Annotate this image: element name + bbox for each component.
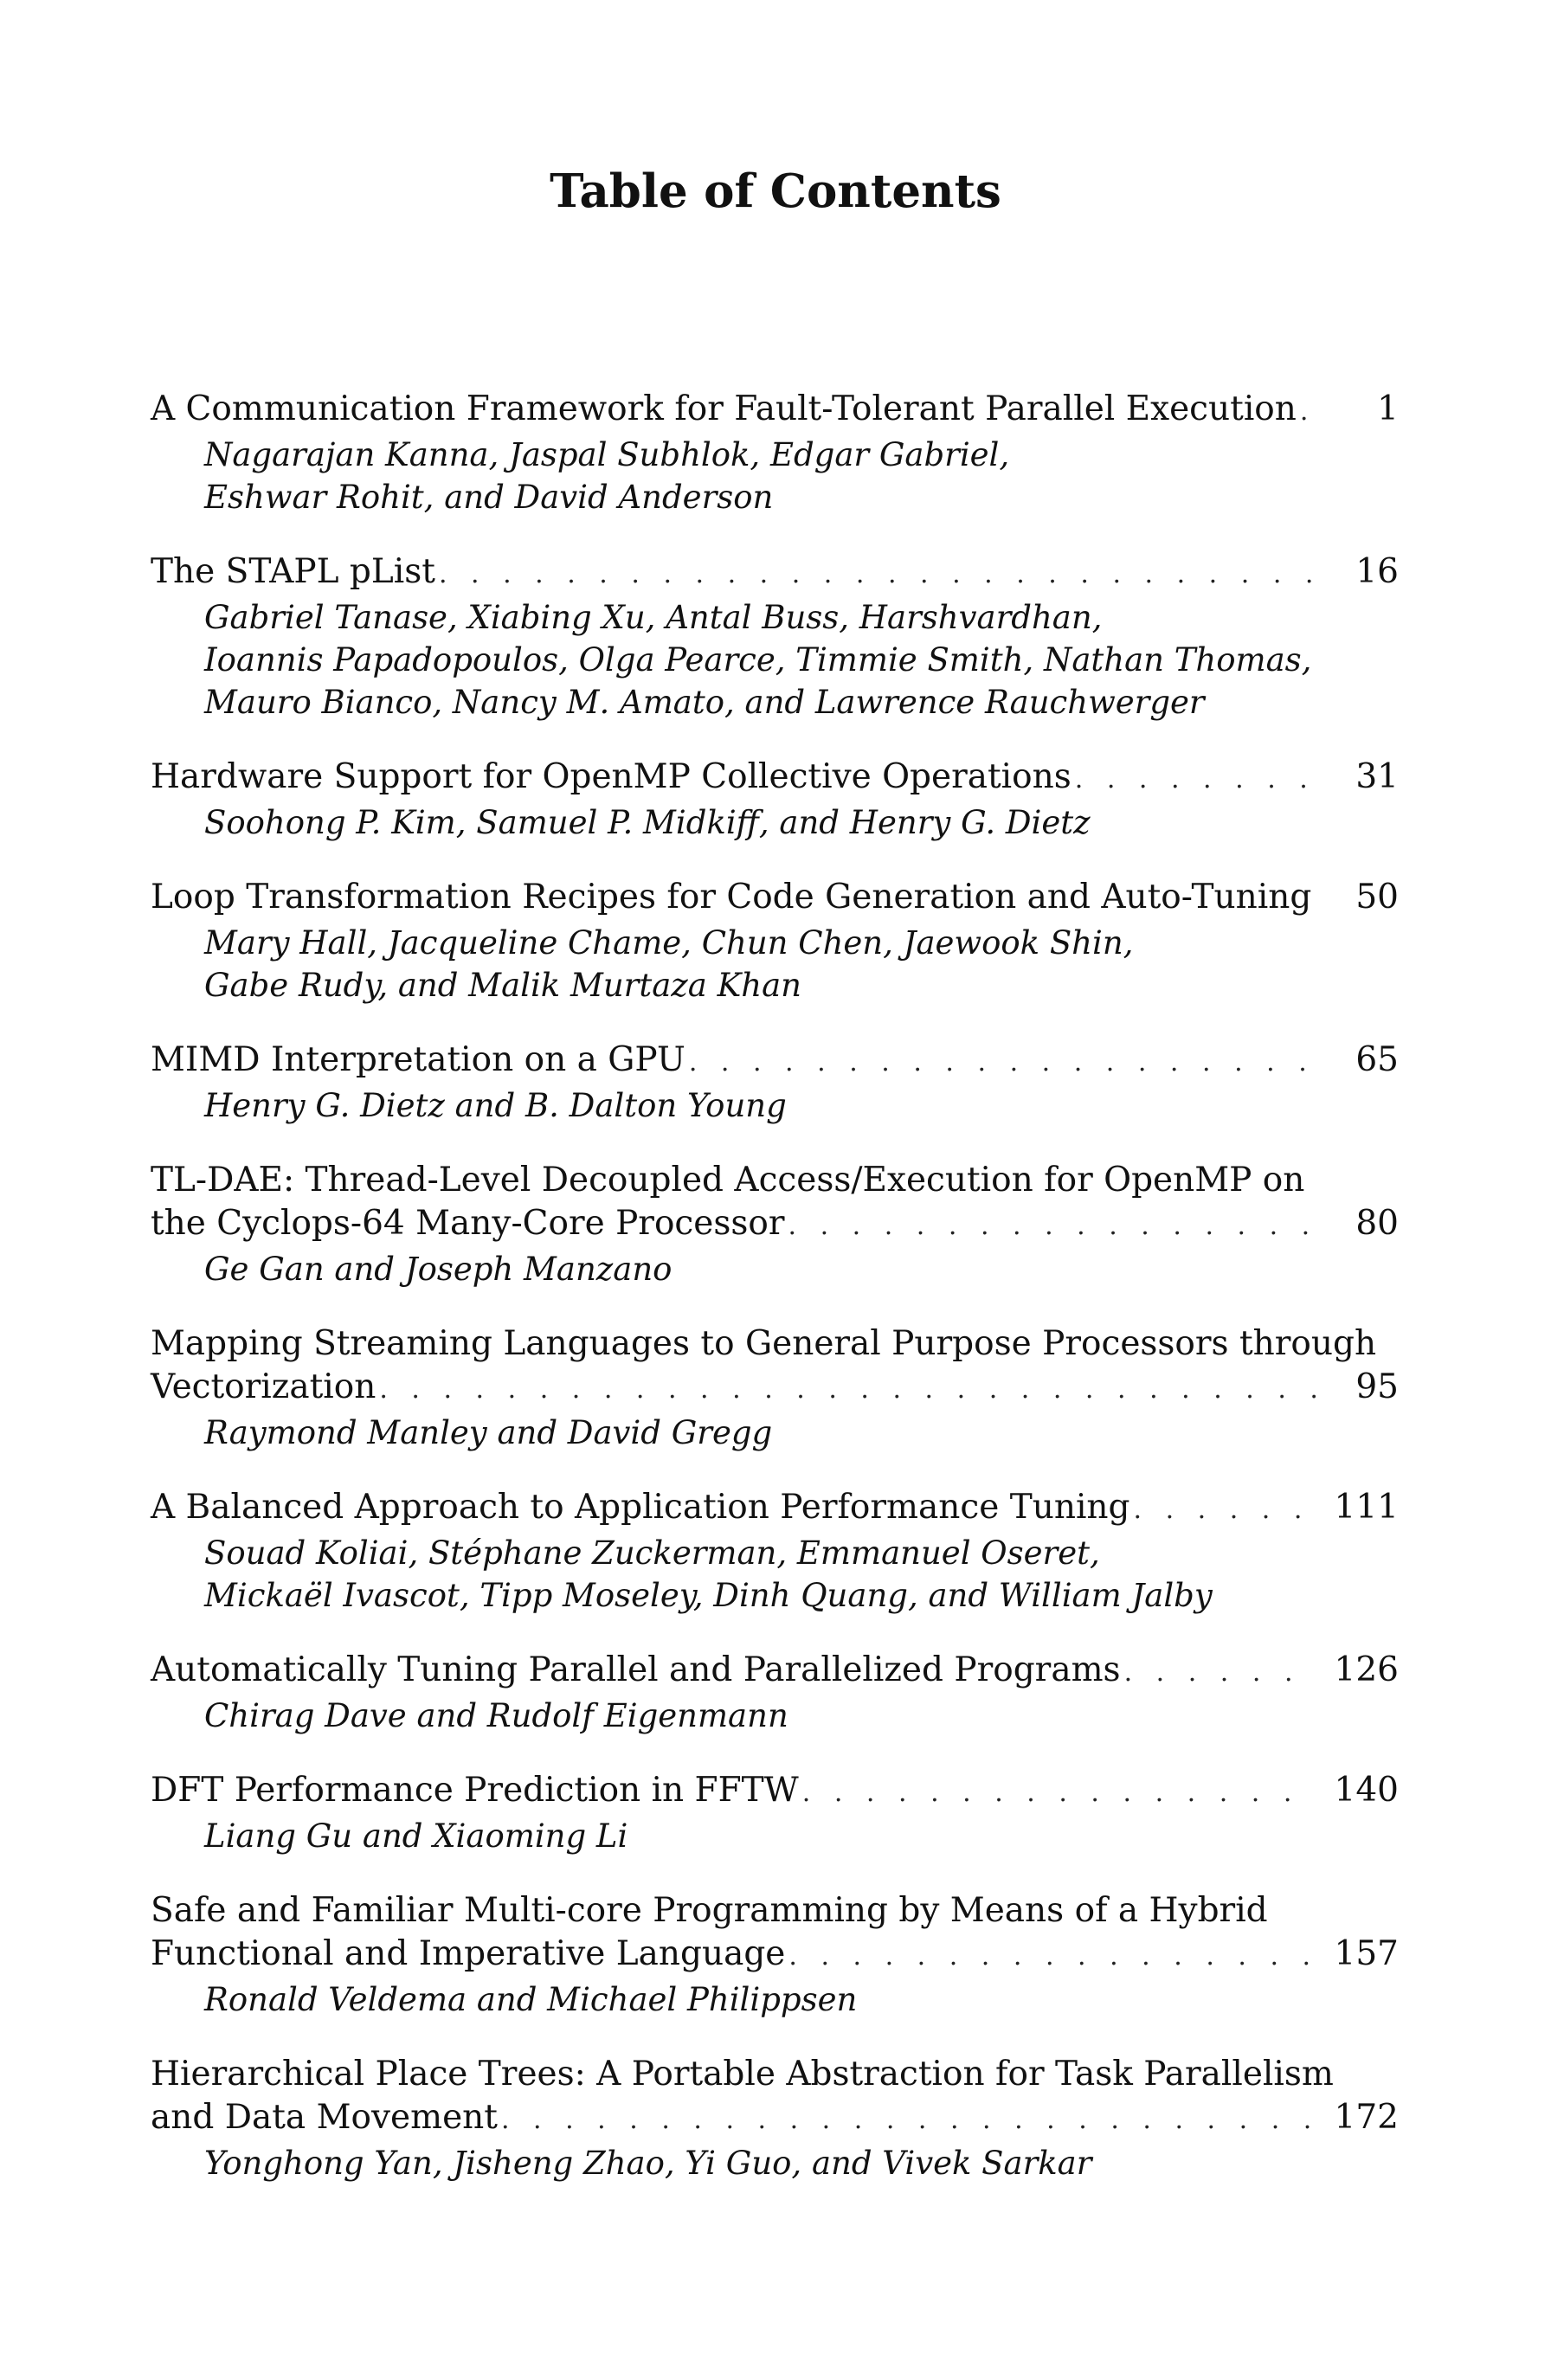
- toc-entry-title-line: [151, 550, 1399, 596]
- toc-entry-title[interactable]: A Communication Framework for Fault-Tolerant Parallel Execution: [151, 389, 1297, 428]
- toc-entry-page-number[interactable]: 50: [1355, 878, 1399, 917]
- toc-entry: [151, 1159, 1399, 1290]
- toc-entry: [151, 2053, 1399, 2184]
- toc-entry-page-number[interactable]: 140: [1334, 1771, 1399, 1810]
- dot-leader: [501, 2099, 1316, 2142]
- toc-entry-title-line: [151, 2053, 1399, 2096]
- toc-entry-authors: Nagarajan Kanna, Jaspal Subhlok, Edgar Gabriel,: [204, 436, 1010, 473]
- toc-entry: [151, 550, 1399, 724]
- toc-entry-authors: Mary Hall, Jacqueline Chame, Chun Chen, Jaewook Shin,: [204, 924, 1134, 962]
- dot-leader: [1124, 1651, 1316, 1695]
- toc-entry-authors: Ioannis Papadopoulos, Olga Pearce, Timmie Smith, Nathan Thomas,: [204, 641, 1312, 679]
- toc-entry-page-number[interactable]: 172: [1334, 2098, 1399, 2137]
- toc-entry-page-number[interactable]: 126: [1334, 1650, 1399, 1689]
- dot-leader: [1134, 1489, 1316, 1532]
- toc-entry-title[interactable]: Automatically Tuning Parallel and Parallelized Programs: [151, 1650, 1121, 1689]
- toc-entry-title[interactable]: DFT Performance Prediction in FFTW: [151, 1771, 799, 1810]
- toc-entry-authors: Gabriel Tanase, Xiabing Xu, Antal Buss, Harshvardhan,: [204, 599, 1103, 636]
- toc-entry-title-line: [151, 1322, 1399, 1366]
- toc-entry-title[interactable]: MIMD Interpretation on a GPU: [151, 1040, 685, 1079]
- toc-entry-authors: Chirag Dave and Rudolf Eigenmann: [204, 1697, 788, 1734]
- toc-entry: [151, 1486, 1399, 1617]
- toc-entry-authors: Ge Gan and Joseph Manzano: [204, 1251, 673, 1288]
- toc-entry-title-line: [151, 1649, 1399, 1695]
- toc-entry: [151, 756, 1399, 844]
- toc-entry-authors: Yonghong Yan, Jisheng Zhao, Yi Guo, and Vivek Sarkar: [204, 2145, 1092, 2182]
- dot-leader: [689, 1041, 1316, 1084]
- toc-entry-title-line: [151, 1933, 1399, 1978]
- toc-entry-title[interactable]: Loop Transformation Recipes for Code Generation and Auto-Tuning: [151, 878, 1312, 917]
- dot-leader: [439, 553, 1316, 596]
- toc-entry-title-line: [151, 876, 1399, 922]
- toc-entry: [151, 388, 1399, 518]
- toc-list: [151, 388, 1399, 2216]
- toc-entry-authors: Ronald Veldema and Michael Philippsen: [204, 1981, 858, 2018]
- toc-entry-title-line: [151, 756, 1399, 801]
- toc-entry-authors: Soohong P. Kim, Samuel P. Midkiff, and Henry G. Dietz: [204, 804, 1091, 841]
- toc-entry: [151, 1769, 1399, 1857]
- toc-entry-title[interactable]: Mapping Streaming Languages to General Purpose Processors through: [151, 1324, 1377, 1363]
- toc-entry-title[interactable]: and Data Movement: [151, 2098, 498, 2137]
- dot-leader: [1075, 758, 1316, 801]
- toc-entry: [151, 1649, 1399, 1737]
- toc-entry: [151, 876, 1399, 1007]
- toc-entry-page-number[interactable]: 157: [1334, 1934, 1399, 1973]
- dot-leader: [788, 1205, 1316, 1248]
- toc-entry: [151, 1889, 1399, 2021]
- page-title: Table of Contents: [550, 164, 1001, 218]
- toc-entry-title[interactable]: Vectorization: [151, 1367, 376, 1406]
- toc-entry-page-number[interactable]: 1: [1377, 389, 1399, 428]
- toc-entry-title-line: [151, 1769, 1399, 1815]
- toc-entry-authors: Eshwar Rohit, and David Anderson: [204, 479, 774, 516]
- toc-entry-title[interactable]: the Cyclops-64 Many-Core Processor: [151, 1204, 785, 1243]
- toc-entry-title[interactable]: TL-DAE: Thread-Level Decoupled Access/Execution for OpenMP on: [151, 1161, 1305, 1200]
- toc-entry-title-line: [151, 1486, 1399, 1532]
- toc-entry-page-number[interactable]: 80: [1355, 1204, 1399, 1243]
- toc-entry-title[interactable]: A Balanced Approach to Application Performance Tuning: [151, 1488, 1130, 1527]
- toc-entry-authors: Mauro Bianco, Nancy M. Amato, and Lawrence Rauchwerger: [204, 684, 1205, 721]
- dot-leader: [1300, 390, 1316, 434]
- toc-entry-page-number[interactable]: 95: [1355, 1367, 1399, 1406]
- toc-entry-title-line: [151, 1889, 1399, 1933]
- toc-entry-authors: Henry G. Dietz and B. Dalton Young: [204, 1087, 787, 1124]
- toc-entry-authors: Mickaël Ivascot, Tipp Moseley, Dinh Quang, and William Jalby: [204, 1577, 1213, 1614]
- toc-entry-title[interactable]: Functional and Imperative Language: [151, 1934, 786, 1973]
- toc-entry-title[interactable]: Safe and Familiar Multi-core Programming by Means of a Hybrid: [151, 1891, 1268, 1930]
- toc-entry-page-number[interactable]: 31: [1355, 757, 1399, 796]
- toc-entry-title[interactable]: Hierarchical Place Trees: A Portable Abstraction for Task Parallelism: [151, 2055, 1334, 2094]
- dot-leader: [788, 1935, 1316, 1978]
- toc-entry-authors: Raymond Manley and David Gregg: [204, 1414, 773, 1451]
- toc-entry-title-line: [151, 1202, 1399, 1248]
- toc-entry-authors: Gabe Rudy, and Malik Murtaza Khan: [204, 967, 801, 1004]
- toc-entry-title-line: [151, 1039, 1399, 1084]
- toc-entry-title[interactable]: Hardware Support for OpenMP Collective Operations: [151, 757, 1072, 796]
- dot-leader: [802, 1772, 1316, 1815]
- toc-entry-page-number[interactable]: 65: [1355, 1040, 1399, 1079]
- toc-entry-title-line: [151, 2096, 1399, 2142]
- toc-entry-authors: Liang Gu and Xiaoming Li: [204, 1817, 628, 1855]
- toc-entry-page-number[interactable]: 111: [1334, 1488, 1399, 1527]
- dot-leader: [1315, 878, 1316, 922]
- toc-entry-title-line: [151, 1366, 1399, 1412]
- toc-entry: [151, 1322, 1399, 1454]
- toc-entry-page-number[interactable]: 16: [1355, 552, 1399, 591]
- toc-entry: [151, 1039, 1399, 1127]
- toc-entry-title-line: [151, 388, 1399, 434]
- toc-entry-title[interactable]: The STAPL pList: [151, 552, 435, 591]
- dot-leader: [379, 1368, 1316, 1412]
- toc-entry-title-line: [151, 1159, 1399, 1202]
- toc-entry-authors: Souad Koliai, Stéphane Zuckerman, Emmanuel Oseret,: [204, 1534, 1100, 1572]
